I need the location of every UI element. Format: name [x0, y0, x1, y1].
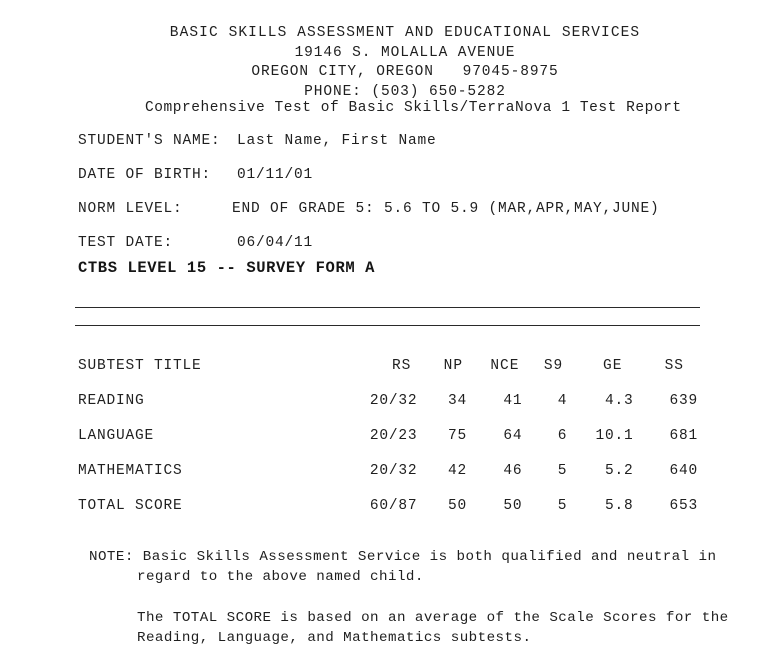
column-header-nce: NCE: [490, 358, 520, 374]
info-label-norm-level: NORM LEVEL:: [78, 201, 183, 217]
table-row: [78, 428, 698, 463]
note-paragraph-total-score: The TOTAL SCORE is based on an average of the Scale Scores for the Reading, Language, and Mathematics subtests.: [137, 610, 738, 646]
ctbs-level-line: CTBS LEVEL 15 -- SURVEY FORM A: [78, 259, 376, 277]
cell-ss: 681: [669, 428, 698, 444]
cell-ge: 5.8: [604, 498, 634, 514]
table-header-row: [78, 358, 698, 393]
cell-nce: 46: [503, 463, 523, 479]
table-row: [78, 393, 698, 428]
info-row-norm-level: [78, 201, 738, 235]
table-row: [78, 463, 698, 498]
cell-s9: 5: [557, 498, 568, 514]
cell-ge: 10.1: [595, 428, 634, 444]
note-text-qualified: Basic Skills Assessment Service is both qualified and neutral in regard to the above named child.: [137, 549, 726, 585]
report-title: Comprehensive Test of Basic Skills/TerraNova 1 Test Report: [145, 100, 682, 116]
cell-s9: 5: [557, 463, 568, 479]
note-paragraph-qualified: [89, 547, 729, 587]
cell-ss: 640: [669, 463, 698, 479]
cell-subtest-title: LANGUAGE: [78, 428, 155, 444]
info-row-student-name: [78, 133, 738, 167]
note-tag: NOTE:: [89, 549, 143, 565]
notes-block: [89, 547, 738, 648]
letterhead: [0, 24, 774, 102]
cell-rs: 20/32: [369, 393, 418, 409]
cell-nce: 50: [503, 498, 523, 514]
cell-rs: 20/23: [369, 428, 418, 444]
table-row: [78, 498, 698, 533]
cell-np: 50: [448, 498, 468, 514]
cell-nce: 41: [503, 393, 523, 409]
info-value-test-date: 06/04/11: [237, 235, 314, 251]
cell-nce: 64: [503, 428, 523, 444]
column-header-ge: GE: [603, 358, 623, 374]
info-label-test-date: TEST DATE:: [78, 235, 174, 251]
cell-ge: 4.3: [604, 393, 634, 409]
column-header-s9: S9: [543, 358, 564, 374]
info-value-date-of-birth: 01/11/01: [237, 167, 314, 183]
divider-rule-top: [75, 307, 700, 308]
cell-ss: 653: [669, 498, 698, 514]
cell-subtest-title: MATHEMATICS: [78, 463, 183, 479]
student-info-block: [78, 133, 738, 269]
cell-subtest-title: READING: [78, 393, 145, 409]
cell-s9: 6: [557, 428, 568, 444]
phone-number: PHONE: (503) 650-5282: [304, 83, 506, 100]
info-row-date-of-birth: [78, 167, 738, 201]
divider-rule-bottom: [75, 325, 700, 326]
cell-ss: 639: [669, 393, 698, 409]
street-address: 19146 S. MOLALLA AVENUE: [294, 44, 516, 61]
city-state-zip: OREGON CITY, OREGON 97045-8975: [251, 64, 559, 80]
cell-np: 42: [448, 463, 468, 479]
cell-rs: 60/87: [369, 498, 418, 514]
cell-rs: 20/32: [369, 463, 418, 479]
cell-np: 34: [448, 393, 468, 409]
score-table: [78, 358, 698, 533]
cell-np: 75: [448, 428, 468, 444]
cell-subtest-title: TOTAL SCORE: [78, 498, 183, 514]
info-label-date-of-birth: DATE OF BIRTH:: [78, 167, 212, 183]
cell-ge: 5.2: [604, 463, 634, 479]
column-header-ss: SS: [664, 358, 684, 374]
info-value-norm-level: END OF GRADE 5: 5.6 TO 5.9 (MAR,APR,MAY,JUNE): [232, 201, 660, 217]
column-header-np: NP: [443, 358, 464, 374]
info-value-student-name: Last Name, First Name: [237, 133, 437, 149]
column-header-rs: RS: [391, 358, 412, 374]
cell-s9: 4: [557, 393, 568, 409]
organization-name: BASIC SKILLS ASSESSMENT AND EDUCATIONAL SERVICES: [169, 25, 641, 41]
column-header-subtest-title: SUBTEST TITLE: [78, 358, 202, 374]
info-label-student-name: STUDENT'S NAME:: [78, 133, 221, 149]
